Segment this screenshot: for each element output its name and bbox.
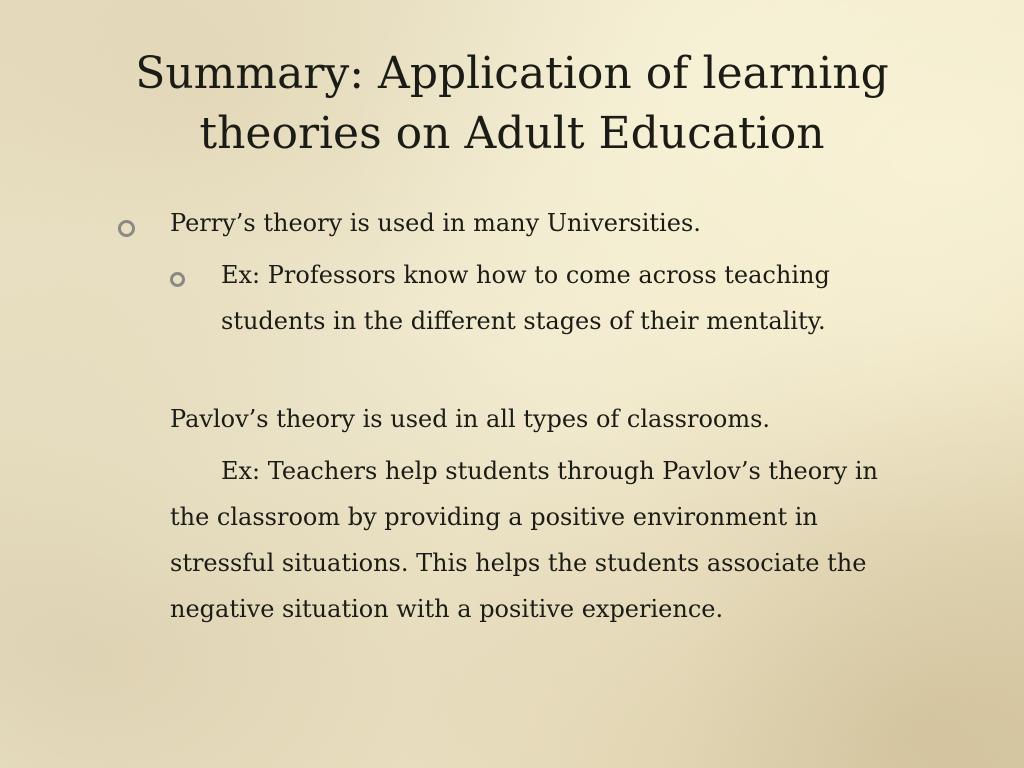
paragraph-pavlov: Pavlov’s theory is used in all types of classrooms. — [170, 405, 771, 433]
circle-bullet-icon — [170, 272, 185, 287]
sub-bullet-item-professors: Ex: Professors know how to come across teaching students in the different stages of their mentality. — [221, 261, 830, 335]
paragraph-teachers-example: Ex: Teachers help students through Pavlov’s theory in the classroom by providing a positive environment in stressful situations. This helps the students associate the negative situation with a positive experience. — [170, 457, 878, 623]
slide-title: Summary: Application of learning theories on Adult Education — [135, 48, 889, 159]
bullet-item-perry: Perry’s theory is used in many Universities. — [170, 209, 701, 237]
circle-bullet-icon — [118, 220, 135, 237]
